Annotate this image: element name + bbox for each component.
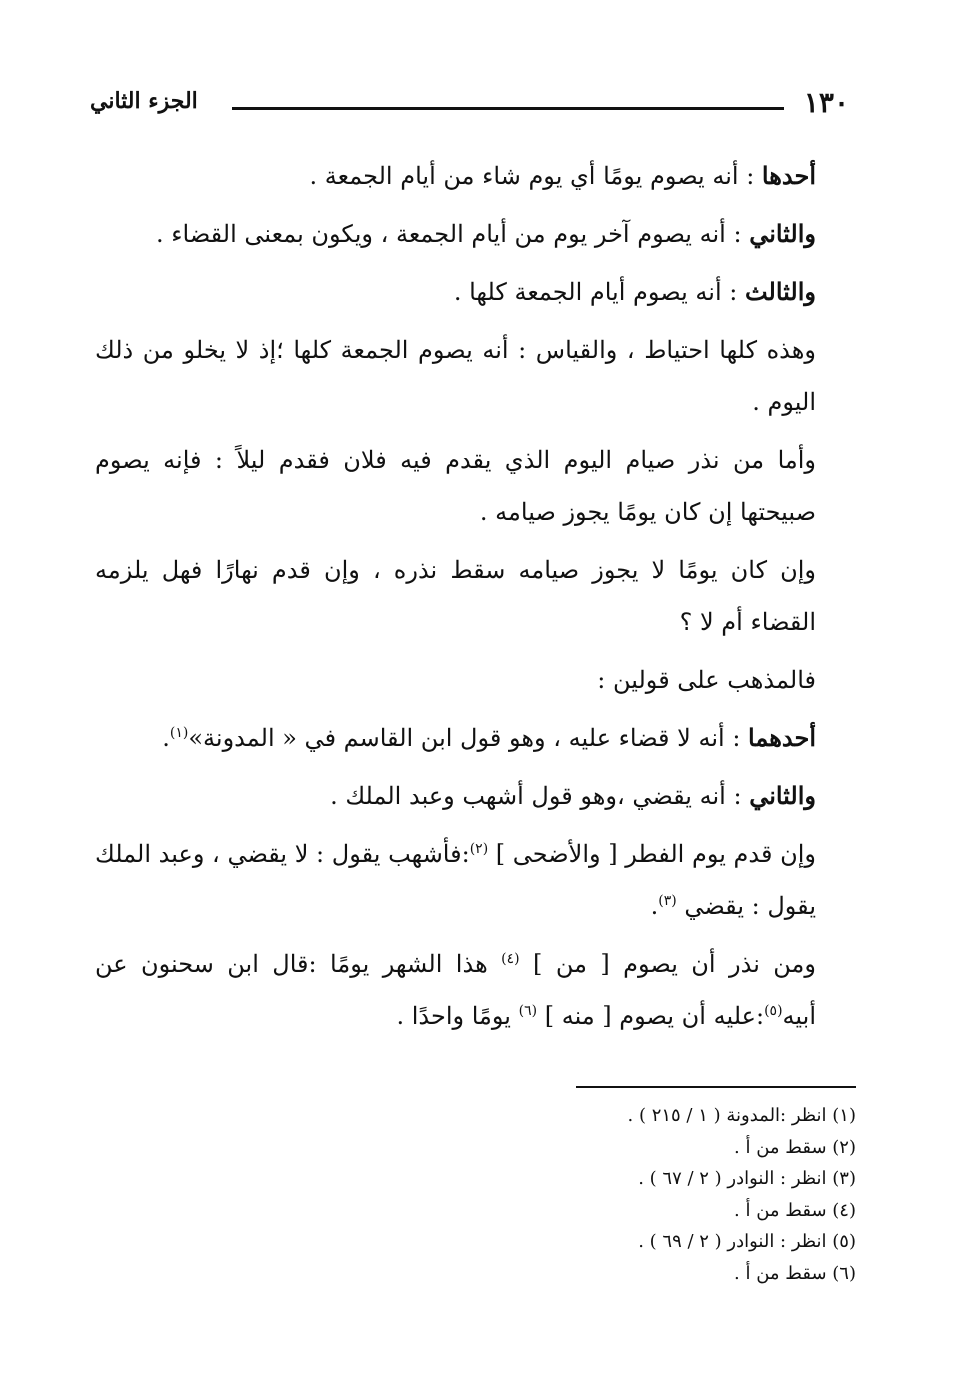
paragraph-text: : أنه يقضي ،وهو قول أشهب وعبد الملك . — [330, 782, 742, 810]
footnote-1: (١) انظر :المدونة ( ١ / ٢١٥ ) . — [627, 1105, 856, 1126]
paragraph-tail: . — [162, 724, 170, 752]
paragraph-text: وإن كان يومًا لا يجوز صيامه سقط نذره ، وإن قدم نهارًا فهل يلزمه القضاء أم لا ؟ — [95, 556, 816, 636]
footnote-ref[interactable]: (١) — [169, 725, 189, 741]
paragraph-8 — [95, 712, 816, 764]
paragraph-2 — [95, 208, 816, 260]
paragraph-text: فالمذهب على قولين : — [597, 666, 816, 694]
paragraph-tail: هذا الشهر يومًا :قال ابن سحنون عن أبيه — [95, 950, 816, 1030]
footnote-ref[interactable]: (٤) — [501, 951, 520, 967]
footnote-2: (٢) سقط من أ . — [734, 1136, 856, 1158]
paragraph-text: ومن نذر أن يصوم [ من ] — [533, 950, 816, 978]
paragraph-tail: :فأشهب يقول : لا يقضي ، وعبد الملك يقول : يقضي — [95, 840, 816, 920]
paragraph-7 — [95, 654, 816, 706]
paragraph-1 — [95, 150, 816, 202]
paragraph-lead: والثاني — [749, 781, 816, 810]
paragraph-text: : أنه يصوم يومًا أي يوم شاء من أيام الجمعة . — [309, 162, 755, 190]
paragraph-lead: والثاني — [749, 219, 816, 248]
paragraph-10 — [95, 828, 816, 932]
footnote-rule — [576, 1086, 856, 1088]
paragraph-6 — [95, 544, 816, 648]
paragraph-9 — [95, 770, 816, 822]
paragraph-tail: :عليه أن يصوم [ منه ] — [544, 1002, 765, 1030]
paragraph-lead: والثالث — [744, 277, 816, 306]
paragraph-4 — [95, 324, 816, 428]
paragraph-text: : أنه يصوم آخر يوم من أيام الجمعة ، ويكون بمعنى القضاء . — [155, 220, 742, 248]
paragraph-11 — [95, 938, 816, 1042]
paragraph-5 — [95, 434, 816, 538]
paragraph-tail: . — [650, 892, 659, 920]
paragraph-lead: أحدها — [761, 161, 816, 190]
footnotes — [456, 1100, 856, 1289]
footnote-ref[interactable]: (٥) — [764, 1003, 783, 1019]
paragraph-text: : أنه يصوم أيام الجمعة كلها . — [453, 278, 738, 306]
header-rule — [232, 107, 784, 110]
paragraph-text: : أنه لا قضاء عليه ، وهو قول ابن القاسم في « المدونة» — [188, 724, 741, 752]
footnote-5: (٥) انظر : النوادر ( ٢ / ٦٩ ) . — [638, 1231, 856, 1252]
body-text — [95, 150, 816, 1042]
paragraph-text: وهذه كلها احتياط ، والقياس : أنه يصوم الجمعة كلها ؛إذ لا يخلو من ذلك اليوم . — [95, 336, 816, 416]
paragraph-3 — [95, 266, 816, 318]
footnote-ref[interactable]: (٦) — [518, 1003, 538, 1019]
footnote-ref[interactable]: (٢) — [469, 841, 489, 857]
footnote-ref[interactable]: (٣) — [658, 893, 677, 909]
paragraph-lead: أحدهما — [748, 723, 816, 752]
footnote-6: (٦) سقط من أ . — [734, 1262, 856, 1284]
footnote-4: (٤) سقط من أ . — [734, 1199, 856, 1221]
page-number: ١٣٠ — [803, 86, 849, 119]
paragraph-tail: يومًا واحدًا . — [396, 1002, 511, 1030]
paragraph-text: وأما من نذر صيام اليوم الذي يقدم فيه فلان فقدم ليلاً : فإنه يصوم صبيحتها إن كان يومًا يجوز صيامه . — [95, 446, 816, 526]
running-title: الجزء الثاني — [90, 88, 198, 114]
paragraph-text: وإن قدم يوم الفطر [ والأضحى ] — [495, 840, 816, 868]
footnote-3: (٣) انظر : النوادر ( ٢ / ٦٧ ) . — [638, 1168, 856, 1189]
